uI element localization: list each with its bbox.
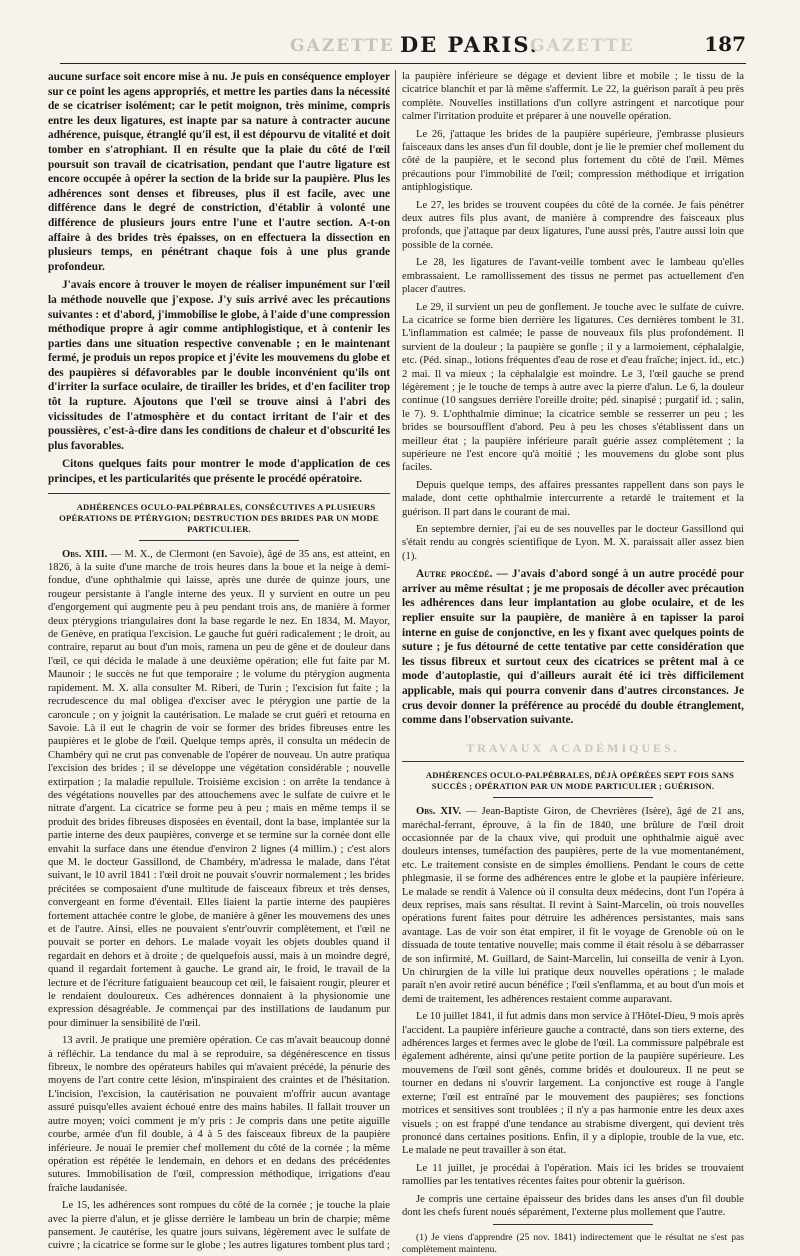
observation-text: — Jean-Baptiste Giron, de Chevrières (Isère), âgé de 21 ans, maréchal-ferrant, éprouve, à la fin de 1840, une brûlure de l'œil droit occasionnée par de la chaux vive, qui produit une ophthalmie aiguë avec douleurs intenses, tuméfaction des paupières, perte de la vue momentanément, etc. Le traitement consiste en de simples émolliens. Pendant le cours de cette phlegmasie, il se forme des adhérences entre le globe et la paupière inférieure. Le malade se rendit à Valence où il consulta deux médecins, dont l'un l'opéra à deux reprises, mais sans résultat. Il revint à Saint-Marcelin, où trois nouvelles opérations furent faites pour détruire les adhérences persistantes, mais sans avantage. Las de voir son état empirer, il fit le voyage de Grenoble où on le dissuada de toute tentative nouvelle; mais comme il était résolu à se débarrasser de son infirmité, M. Guillard, de Saint-Marcelin, lui conseilla de venir à Lyon. Un chirurgien de la ville lui pratique deux nouvelles opérations ; le malade paraît n'en avoir retiré aucun bénéfice ; l'œil s'enflamma, et au bout d'un mois et demi de traitement, les adhérences restaient comme auparavant.: [402, 806, 744, 1005]
paragraph: En septembre dernier, j'ai eu de ses nouvelles par le docteur Gassillond qui s'était rendu au congrès scientifique de Lyon. M. X. paraissait aller assez bien (1).: [402, 524, 744, 562]
paragraph: Je compris une certaine épaisseur des brides dans les anses d'un fil double dont les chefs furent noués séparément, l'externe plus mollement que l'autre.: [402, 1193, 744, 1218]
column-divider: [395, 70, 396, 1060]
large-type-block: [48, 70, 390, 487]
paragraph: Depuis quelque temps, des affaires pressantes rappellent dans son pays le malade, dont cette ophthalmie intercurrente a retardé le traitement et la guérison. Il part dans le courant de mai.: [402, 479, 744, 518]
page-header: [60, 30, 746, 62]
paragraph: la paupière inférieure se dégage et devient libre et mobile ; le tissu de la cicatrice blanchit et par là même s'affermit. Le 22, la guérison paraît à peu près complète. Nouvelles instillations d'un collyre astringent et narcotique pour calmer l'irritation produite et préparer à une nouvelle opération.: [402, 71, 744, 123]
autre-procede: [402, 567, 744, 728]
left-column: [48, 70, 390, 1252]
bleed-through-text-right: GAZETTE: [530, 36, 635, 56]
observation-xiii: [48, 548, 390, 1031]
header-rule: [60, 63, 746, 64]
paragraph: Le 27, les brides se trouvent coupées du côté de la cornée. Je fais pénétrer deux autres fils plus avant, de manière à comprendre des faisceaux plus profonds, que j'attaque par deux ligatures, l'une aussi près, l'autre aussi loin que possible de la cornée.: [402, 199, 744, 251]
section-rule: [48, 493, 390, 494]
paragraph: Le 28, les ligatures de l'avant-veille tombent avec le lambeau qu'elles embrassaient. Le ramollissement des tissus ne permet pas actuellement d'en placer d'autres.: [402, 257, 744, 296]
observation-text: — M. X., de Clermont (en Savoie), âgé de 35 ans, est atteint, en 1826, à la suite d'une marche de trois heures dans la boue et la neige à demi-fondue, d'une ophthalmie qui laisse, après une durée de quinze jours, une rougeur persistante à l'angle interne des yeux. Il y survient en outre un peu d'engorgement qui augmente peu à peu pendant trois ans, de manière à former deux ptérygions triangulaires dont la base regarde le nez. En 1834, M. Mayor, de Genève, en pratiqua l'excision. Le gauche fut guéri radicalement ; le droit, au contraire, reparut au bout d'un mois, ramena un peu de gêne et de douleur dans l'œil, ce qui décida le malade à une deuxième opération; elle fut faite par M. Maunoir ; le succès ne fut que temporaire ; le volume du ptérygion augmenta rapidement. M. X. alla consulter M. Riberi, de Turin ; l'excision fut faite ; la recrudescence du mal obligea d'exciser avec le ptérygion une partie de la caroncule ; on y joignit la cautérisation. Le malade se crut guéri et retourna en Savoie. Là il eut le chagrin de voir se former des brides fibreuses entre les paupières et le globe de l'œil. Quelque temps après, il consulta un médecin de Chambéry qui ne crut pas convenable de l'opérer de nouveau. Un autre pratiqua l'excision des brides ; il se développe une végétation considérable ; nouvelle extirpation ; la maladie repullule. Troisième excision : on arrête la tendance à des végétations nouvelles par des attouchemens avec le sulfate de cuivre et le nitrate d'argent. La cicatrice se forme peu à peu ; mais en même temps il se produit des brides fibreuses disposées en éventail, dont la base, implantée sur la partie interne des deux paupières, converge et se termine sur la cornée dont elle envahit la surface dans une étendue d'environ 2 lignes (4 millim.) ; c'est alors que M. le docteur Gassillond, de Chambéry, m'adressa le malade, dans l'état suivant, le 10 avril 1841 : l'œil droit ne pouvait s'ouvrir normalement ; les brides précitées se composaient d'une multitude de faisceaux fibreux et très denses, convergeant en forme d'éventail. Elles liaient la partie interne des paupières fortement attachée contre le globe, de manière à gêner les mouvemens des unes et de l'autre. Ainsi, elles ne pouvaient s'entr'ouvrir complètement, et l'œil ne pouvait se porter en dehors. Le malade voyait les objets doubles quand il regardait en dehors et à droite ; de quelquefois aussi, mais à un moindre degré, quand il regardait fortement à gauche. Le grand air, le froid, le travail de la lecture et de l'écriture fatiguaient beaucoup cet œil, le faisaient rougir, pleurer et le rendaient douloureux. Ces adhérences donnaient à la physionomie une expression désagréable. Je commençai par des instillations de laudanum pur pour diminuer la sensibilité de l'œil.: [48, 548, 390, 1029]
paragraph: Le 10 juillet 1841, il fut admis dans mon service à l'Hôtel-Dieu, 9 mois après l'accident. La paupière inférieure gauche a contracté, dans son tiers externe, des adhérences larges et fermes avec le globe de l'œil. La commissure palpébrale est également adhérente, ainsi qu'une petite portion de la paupière supérieure. Les mouvemens de l'œil sont gênés, comme bridés et douloureux. Il ne peut se tourner en dedans ni s'ouvrir largement. La conjonctive est rouge à l'angle externe; l'œil est entraîné par le mouvement des paupières; ses fonctions motrices et sensitives sont troublées ; il n'y a pas harmonie entre les deux axes visuels ; on est frappé d'une tendance au strabisme divergent, qui devient très prononcé dans certaines positions. Enfin, il y a diplopie, trouble de la vue, etc. Le malade ne peut travailler à son état.: [402, 1011, 744, 1157]
large-type-block: [402, 567, 744, 728]
paragraph: 13 avril. Je pratique une première opération. Ce cas m'avait beaucoup donné à réfléchir. La tendance du mal à se reproduire, sa dégénérescence en tissus fibreux, le nombre des opérateurs habiles qui m'avaient précédé, la pénurie des moyens de l'art contre cette lésion, m'inspiraient des craintes et de l'hésitation. L'incision, l'excision, la cautérisation ne pouvaient m'offrir aucun avantage assuré puisqu'elles avaient échoué entre des mains habiles. Il fallait trouver un autre moyen; voici comment je m'y pris : Je compris dans une petite aiguille courbe, armée d'un fil double, à 4 à 5 des faisceaux fibreux de la paupière inférieure. Je nouai le premier chef mollement du côté de la cornée ; la même opération est répétée le lendemain, en dehors et en dedans des précédentes sutures. Immobilisation de l'œil, compression méthodique, irrigations d'eau fraîche laudanisée.: [48, 1035, 390, 1194]
autre-procede-text: — J'avais d'abord songé à un autre procédé pour arriver au même résultat ; je me proposais de décoller avec précaution les adhérences dans leur implantation au globe oculaire, et de les replier ensuite sur la paupière, de manière à en tapisser la paroi interne en guise de conjonctive, en les y fixant avec quelques points de suture ; je fus détourné de cette tentative par cette considération que les tissus fibreux et surtout ceux des cicatrices se prêtent mal à ce mode d'autoplastie, qui d'ailleurs aurait été ici très difficilement applicable, mais qui pourra convenir dans d'autres circonstances. Je crus devoir donner la préférence au procédé du double étranglement, comme dans l'observation suivante.: [402, 568, 744, 727]
section-rule: [402, 761, 744, 762]
observation-label: Obs. XIII.: [62, 548, 108, 560]
footnote: (1) Je viens d'apprendre (25 nov. 1841) indirectement que le résultat ne s'est pas complètement maintenu.: [402, 1232, 744, 1256]
section-heading: ADHÉRENCES OCULO-PALPÉBRALES, CONSÉCUTIVES A PLUSIEURS OPÉRATIONS DE PTÉRYGION; DESTRUCTION DES BRIDES PAR UN MODE PARTICULIER.: [59, 501, 379, 534]
paragraph: Le 29, il survient un peu de gonflement. Je touche avec le sulfate de cuivre. La cicatrice se forme bien derrière les ligatures. Ces dernières tombent le 31. L'inflammation est calmée; le passe de nouveaux fils plus profondément. Il survient de la douleur ; la paupière se gonfle ; il y a larmoiement, céphalalgie, etc. (Péd. sinap., lotions fréquentes d'eau de rose et d'eau fraîche; inject. id., etc.) 2 mai. Il va mieux ; la céphalalgie est moindre. Le 3, l'œil gauche se prend légèrement ; je le touche de temps à autre avec la pierre d'alun. Le 6, la douleur continue (10 sangsues derrière l'oreille droite; péd. sinapisé ; purgatif id. ; salin, le 7). 9. L'ophthalmie diminue; la cicatrice semble se resserrer un peu ; les brides se boursoufflent d'abord. Peu à peu les choses s'établissent dans un meilleur état ; la paupière inférieure paraît guérie assez complètement ; la supérieure ne l'est encore qu'à moitié ; les mouvemens du globe sont plus faciles.: [402, 301, 744, 474]
observation-label: Obs. XIV.: [416, 806, 462, 818]
right-column: [402, 70, 744, 1256]
paragraph: Le 11 juillet, je procédai à l'opération. Mais ici les brides se trouvaient ramollies par les tentatives récentes faites pour obtenir la guérison.: [402, 1162, 744, 1188]
running-title: DE PARIS.: [400, 32, 540, 57]
observation-xiv: [402, 805, 744, 1006]
bleed-through-heading: TRAVAUX ACADÉMIQUES.: [466, 740, 680, 755]
paragraph: Citons quelques faits pour montrer le mode d'application de ces principes, et les particularités que présente le procédé opératoire.: [48, 458, 390, 486]
section-heading: ADHÉRENCES OCULO-PALPÉBRALES, DÉJÀ OPÉRÉES SEPT FOIS SANS SUCCÈS ; OPÉRATION PAR UN MODE PARTICULIER ; GUÉRISON.: [425, 770, 735, 792]
bleed-through-text: GAZETTE: [290, 36, 395, 56]
short-rule: [139, 540, 299, 541]
paragraph: J'avais encore à trouver le moyen de réaliser impunément sur l'œil la méthode nouvelle que j'expose. J'y suis arrivé avec les précautions suivantes : et d'abord, j'immobilise le globe, à l'aide d'une compression méthodique propre à agir comme antiphlogistique, et à contenir les parties dans une situation respective convenable ; en le maintenant fermé, je produis un repos propice et j'évite les mouvemens du globe et des paupières si défavorables par le double inconvénient qu'ils ont d'irriter la surface oculaire, de tirailler les brides, et d'en faciliter trop tôt la rupture. Ajoutons que l'œil se trouve ainsi à l'abri des vicissitudes de l'atmosphère et du contact irritant de l'air et des poussières, c'est-à-dire dans les conditions de chaleur et d'obscurité les plus favorables.: [48, 279, 390, 452]
autre-procede-label: Autre procédé.: [416, 568, 493, 581]
footnote-rule: [493, 1224, 653, 1225]
paragraph: Le 15, les adhérences sont rompues du côté de la cornée ; je touche la plaie avec la pierre d'alun, et je glisse derrière le lambeau un brin de charpie; même pansement. Je cautérise, les quatre jours suivans, légèrement avec le sulfate de cuivre ; la cicatrice se forme sur le globe ; les autres ligatures tombent plus tard ;: [48, 1200, 390, 1252]
page-number: 187: [704, 32, 746, 56]
paragraph: Le 26, j'attaque les brides de la paupière supérieure, j'embrasse plusieurs faisceaux dans les anses d'un fil double, dont je lie le premier chef mollement du côté de la paupière, et le second plus fortement du côté de l'œil. Mêmes précautions pour l'immobilité de l'œil; compression méthodique et irrigation antiphlogistique.: [402, 128, 744, 194]
paragraph: aucune surface soit encore mise à nu. Je puis en conséquence employer sur ce point les agens appropriés, et mettre les parties dans la nécessité de se cicatriser isolément; car le petit moignon, très minime, compris entre les deux ligatures, est inapte par sa nature à contracter aucune adhérence, puisque, étranglé qu'il est, il est dépourvu de vitalité et doit tomber en s'atrophiant. Il en résulte que la plaie du côté de l'œil poursuit son travail de cicatrisation, pendant que l'autre ligature est encore occupée à opérer la section de la bride sur la paupière. Plus les adhérences sont denses et fibreuses, plus il est facile, avec une différence dans le degré de constriction, d'établir à volonté une différence de plusieurs jours entre l'une et l'autre section. A-t-on affaire à des brides très épaisses, on en effectuera la dissection en plusieurs temps, en pénétrant chaque fois à une plus grande profondeur.: [48, 71, 390, 273]
short-rule: [493, 797, 653, 798]
